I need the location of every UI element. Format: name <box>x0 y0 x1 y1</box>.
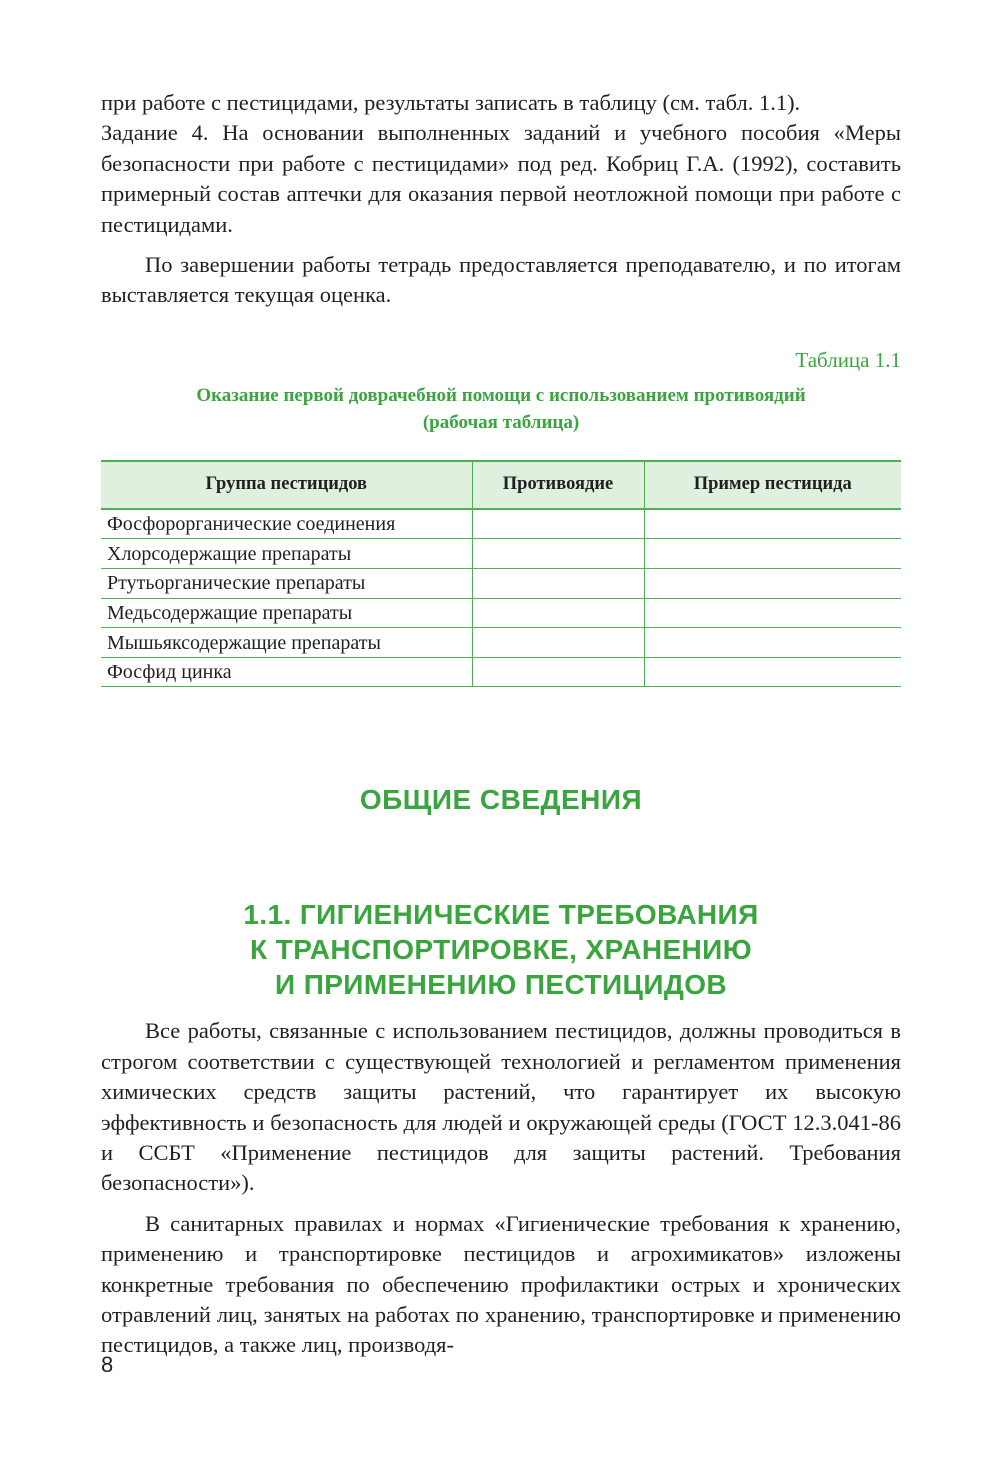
chapter-title-line1: 1.1. ГИГИЕНИЧЕСКИЕ ТРЕБОВАНИЯ <box>243 899 759 931</box>
chapter-title-line3: И ПРИМЕНЕНИЮ ПЕСТИЦИДОВ <box>274 969 727 1001</box>
cell-example <box>644 598 901 628</box>
cell-example <box>644 569 901 599</box>
cell-antidote <box>472 539 644 569</box>
body-paragraph-1: Все работы, связанные с использованием пестицидов, должны проводиться в строгом соответствии с существующей технологией и регламентом применения химических средств защиты растений, что гарантирует их высокую эффективность и безопасность для людей и окружающей среды (ГОСТ 12.3.041-86 и ССБТ «Применение пестицидов для защиты растений. Требования безопасности»). <box>101 1018 901 1196</box>
intro-paragraph-1: при работе с пестицидами, результаты записать в таблицу (см. табл. 1.1). <box>101 90 801 115</box>
cell-group: Фосфорорганические соединения <box>101 509 472 539</box>
table-label: Таблица 1.1 <box>795 347 901 372</box>
table-caption-line2: (рабочая таблица) <box>422 411 580 433</box>
table-row <box>101 628 901 658</box>
section-title: ОБЩИЕ СВЕДЕНИЯ <box>359 784 643 816</box>
table-header-row <box>101 461 901 509</box>
header-pesticide-example: Пример пестицида <box>644 461 901 509</box>
chapter-title-line2: К ТРАНСПОРТИРОВКЕ, ХРАНЕНИЮ <box>250 934 752 966</box>
cell-example <box>644 509 901 539</box>
antidote-table <box>101 460 901 688</box>
table-row <box>101 657 901 687</box>
chapter-title <box>101 897 901 1002</box>
table-caption-line1: Оказание первой доврачебной помощи с использованием противоядий <box>196 384 806 406</box>
body-paragraph-2: В санитарных правилах и нормах «Гигиенические требования к хранению, применению и транспортировке пестицидов и агрохимикатов» изложены конкретные требования по обеспечению профилактики острых и хронических отравлений лиц, занятых на работах по хранению, транспортировке и применению пестицидов, а также лиц, производя- <box>101 1210 901 1358</box>
cell-group: Ртутьорганические препараты <box>101 569 472 599</box>
table-row <box>101 569 901 599</box>
intro-paragraph-3: По завершении работы тетрадь предоставляется преподавателю, и по итогам выставляется текущая оценка. <box>101 252 901 308</box>
cell-antidote <box>472 569 644 599</box>
table-row <box>101 539 901 569</box>
cell-example <box>644 628 901 658</box>
cell-antidote <box>472 657 644 687</box>
header-antidote: Противоядие <box>472 461 644 509</box>
cell-antidote <box>472 509 644 539</box>
cell-group: Хлорсодержащие препараты <box>101 539 472 569</box>
cell-group: Фосфид цинка <box>101 657 472 687</box>
page-content <box>101 88 901 1361</box>
header-pesticide-group: Группа пестицидов <box>101 461 472 509</box>
cell-group: Медьсодержащие препараты <box>101 598 472 628</box>
table-row <box>101 598 901 628</box>
table-caption <box>101 382 901 436</box>
intro-paragraph-2: Задание 4. На основании выполненных заданий и учебного пособия «Меры безопасности при работе с пестицидами» под ред. Кобриц Г.А. (1992), составить примерный состав аптечки для оказания первой неотложной помощи при работе с пестицидами. <box>101 120 901 237</box>
cell-example <box>644 539 901 569</box>
cell-group: Мышьяксодержащие препараты <box>101 628 472 658</box>
table-row <box>101 509 901 539</box>
cell-antidote <box>472 628 644 658</box>
cell-antidote <box>472 598 644 628</box>
cell-example <box>644 657 901 687</box>
page-number: 8 <box>101 1352 114 1377</box>
